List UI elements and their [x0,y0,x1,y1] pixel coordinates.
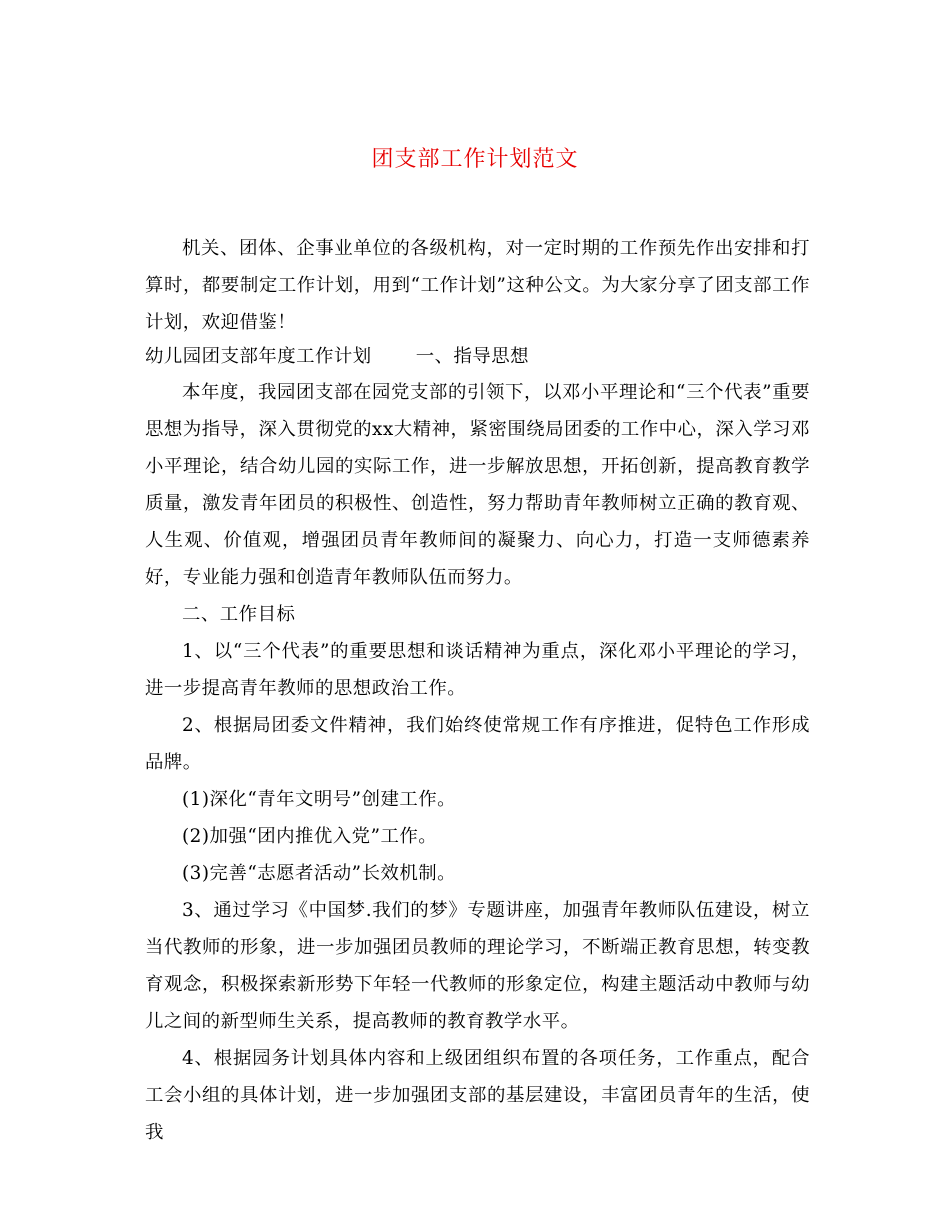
section-heading-work-goals: 二、工作目标 [182,604,296,625]
plan-heading: 幼儿园团支部年度工作计划 [145,346,372,367]
list-item-2-3: (3)完善“志愿者活动”长效机制。 [182,863,457,884]
section-heading-guiding-thought: 一、指导思想 [415,346,530,367]
paragraph-goal-1: 1、以“三个代表”的重要思想和谈话精神为重点，深化邓小平理论的学习，进一步提高青年教师的思想政治工作。 [145,641,810,699]
document-body [145,230,810,1151]
paragraph-goal-2: 2、根据局团委文件精神，我们始终使常规工作有序推进，促特色工作形成品牌。 [145,715,810,773]
section-heading-line [145,339,810,374]
intro-paragraph: 机关、团体、企事业单位的各级机构，对一定时期的工作预先作出安排和打算时，都要制定工作计划，用到“工作计划”这种公文。为大家分享了团支部工作计划，欢迎借鉴！ [145,238,810,333]
list-item-2-2: (2)加强“团内推优入党”工作。 [182,826,438,847]
list-item-2-1: (1)深化“青年文明号”创建工作。 [182,789,457,810]
paragraph-goal-3: 3、通过学习《中国梦.我们的梦》专题讲座，加强青年教师队伍建设，树立当代教师的形象，进一步加强团员教师的理论学习，不断端正教育思想，转变教育观念，积极探索新形势下年轻一代教师的形象定位，构建主题活动中教师与幼儿之间的新型师生关系，提高教师的教育教学水平。 [145,900,810,1032]
document-title: 团支部工作计划范文 [371,147,579,172]
paragraph-goal-4: 4、根据园务计划具体内容和上级团组织布置的各项任务，工作重点，配合工会小组的具体计划，进一步加强团支部的基层建设，丰富团员青年的生活，使我 [145,1048,810,1143]
paragraph-guiding-thought: 本年度，我园团支部在园党支部的引领下，以邓小平理论和“三个代表”重要思想为指导，深入贯彻党的xx大精神，紧密围绕局团委的工作中心，深入学习邓小平理论，结合幼儿园的实际工作，进一步解放思想，开拓创新，提高教育教学质量，激发青年团员的积极性、创造性，努力帮助青年教师树立正确的教育观、人生观、价值观，增强团员青年教师间的凝聚力、向心力，打造一支师德素养好，专业能力强和创造青年教师队伍而努力。 [145,382,810,588]
